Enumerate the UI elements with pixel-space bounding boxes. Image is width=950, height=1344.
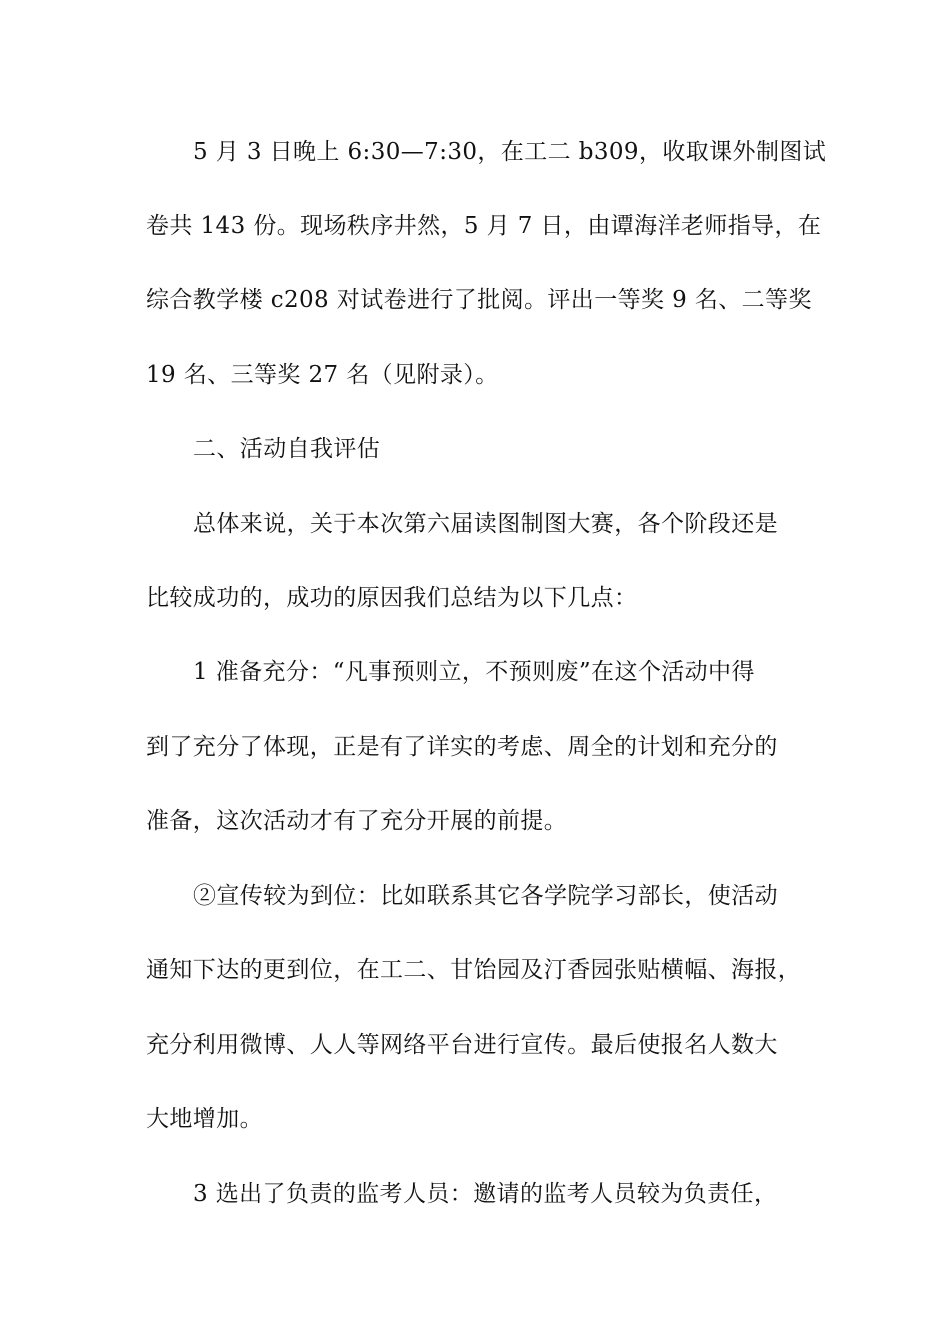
paragraph-line-9: 准备，这次活动才有了充分开展的前提。 <box>146 808 568 834</box>
paragraph-line-7: 1 准备充分：“凡事预则立，不预则废”在这个活动中得 <box>193 659 755 685</box>
paragraph-line-11: 通知下达的更到位，在工二、甘饴园及汀香园张贴横幅、海报， <box>146 957 802 983</box>
paragraph-line-12: 充分利用微博、人人等网络平台进行宣传。最后使报名人数大 <box>146 1032 778 1058</box>
paragraph-line-13: 大地增加。 <box>146 1106 263 1132</box>
paragraph-line-6: 比较成功的，成功的原因我们总结为以下几点： <box>146 585 638 611</box>
paragraph-line-8: 到了充分了体现，正是有了详实的考虑、周全的计划和充分的 <box>146 734 778 760</box>
paragraph-line-2: 卷共 143 份。现场秩序井然，5 月 7 日，由谭海洋老师指导，在 <box>146 213 822 239</box>
paragraph-line-1: 5 月 3 日晚上 6:30—7:30，在工二 b309，收取课外制图试 <box>193 139 827 165</box>
section-heading: 二、活动自我评估 <box>193 436 381 462</box>
paragraph-line-10: ②宣传较为到位：比如联系其它各学院学习部长，使活动 <box>193 883 778 909</box>
paragraph-line-5: 总体来说，关于本次第六届读图制图大赛，各个阶段还是 <box>193 511 778 537</box>
paragraph-line-14: 3 选出了负责的监考人员：邀请的监考人员较为负责任， <box>193 1181 778 1207</box>
paragraph-line-4: 19 名、三等奖 27 名（见附录）。 <box>146 362 499 388</box>
paragraph-line-3: 综合教学楼 c208 对试卷进行了批阅。评出一等奖 9 名、二等奖 <box>146 287 812 313</box>
